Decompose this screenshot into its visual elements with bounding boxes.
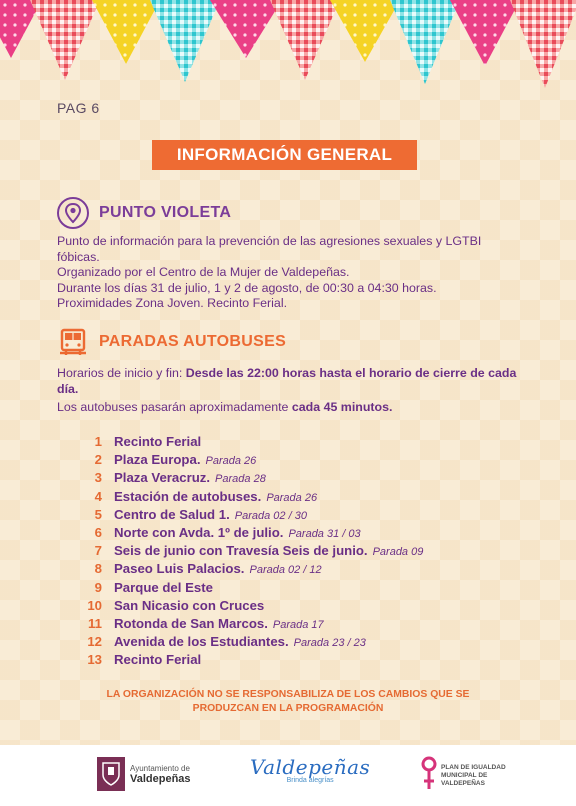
- punto-violeta-line: Organizado por el Centro de la Mujer de Valdepeñas.: [57, 265, 350, 279]
- stop-item: [80, 470, 423, 488]
- stop-parada-code: Parada 17: [272, 618, 324, 631]
- stop-item: [80, 543, 423, 561]
- stop-name: Norte con Avda. 1º de julio.: [114, 524, 284, 540]
- stop-number: 13: [87, 652, 102, 668]
- stop-name: San Nicasio con Cruces: [114, 597, 265, 613]
- stop-item: [80, 489, 423, 507]
- disclaimer: [40, 688, 536, 716]
- stop-name: Plaza Europa.: [114, 452, 201, 468]
- stop-name: Recinto Ferial: [114, 434, 202, 449]
- stop-name: Recinto Ferial: [114, 652, 202, 668]
- punto-violeta-text: [57, 234, 527, 312]
- stop-name: Plaza Veracruz.: [114, 470, 211, 486]
- punto-violeta-line: Punto de información para la prevención de las agresiones sexuales y LGTBI fóbicas.: [57, 234, 482, 264]
- punto-violeta-title: PUNTO VIOLETA: [99, 204, 232, 221]
- punto-violeta-line: Durante los días 31 de julio, 1 y 2 de agosto, de 00:30 a 04:30 horas.: [57, 280, 437, 295]
- ayuntamiento-big-text: Valdepeñas: [130, 773, 191, 785]
- stop-parada-code: Parada 09: [372, 546, 424, 559]
- stop-name: Paseo Luis Palacios.: [114, 561, 245, 577]
- stop-parada-code: Parada 26: [266, 491, 318, 504]
- ayuntamiento-small-text: Ayuntamiento de: [130, 764, 190, 773]
- footer: [0, 745, 576, 806]
- stop-name: Parque del Este: [114, 579, 213, 595]
- stop-name: Estación de autobuses.: [114, 488, 262, 504]
- bunting-decoration: [0, 0, 576, 100]
- stop-item: [80, 507, 423, 525]
- stop-item: [80, 452, 423, 470]
- valdepenas-brand-text: Valdepeñas: [250, 755, 371, 779]
- location-pin-icon: [57, 197, 89, 229]
- stop-name: Rotonda de San Marcos.: [114, 615, 268, 631]
- disclaimer-line: LA ORGANIZACIÓN NO SE RESPONSABILIZA DE LOS CAMBIOS QUE SE: [106, 689, 470, 700]
- stop-item: [80, 598, 423, 616]
- stop-number: 10: [87, 597, 102, 613]
- punto-violeta-line: Proximidades Zona Joven. Recinto Ferial.: [57, 296, 288, 310]
- stop-item: [80, 652, 423, 670]
- stop-number: 12: [87, 634, 102, 650]
- punto-violeta-heading: [57, 197, 231, 229]
- stop-number: 9: [94, 579, 102, 595]
- coat-of-arms-icon: [97, 757, 125, 791]
- stop-number: 4: [94, 488, 102, 504]
- stop-number: 7: [94, 543, 102, 559]
- stop-number: 1: [94, 434, 102, 449]
- page-title: INFORMACIÓN GENERAL: [152, 140, 417, 170]
- stop-number: 11: [88, 615, 102, 631]
- ayuntamiento-logo: [97, 757, 191, 791]
- page-number: PAG 6: [57, 100, 100, 116]
- frecuencia-line: [57, 400, 527, 416]
- horario-bold: Desde las 22:00 horas hasta el horario de cierre de cada día.: [57, 366, 517, 396]
- stop-parada-code: Parada 02 / 12: [249, 564, 322, 577]
- stop-parada-code: Parada 02 / 30: [234, 509, 307, 522]
- paradas-text: [57, 366, 527, 416]
- frecuencia-bold: cada 45 minutos.: [291, 400, 393, 414]
- stop-item: [80, 616, 423, 634]
- stop-number: 5: [94, 506, 102, 522]
- plan-igualdad-text: PLAN DE IGUALDAD MUNICIPAL DE VALDEPEÑAS: [441, 763, 506, 787]
- horario-line: [57, 366, 527, 397]
- valdepenas-slogan: Brinda alegrías: [286, 777, 334, 784]
- horario-prefix: Horarios de inicio y fin:: [57, 366, 186, 380]
- valdepenas-brand-logo: [250, 755, 370, 784]
- stop-number: 8: [94, 561, 102, 577]
- paradas-title: PARADAS AUTOBUSES: [99, 333, 287, 350]
- stop-name: Seis de junio con Travesía Seis de junio.: [114, 543, 368, 559]
- paradas-heading: [57, 326, 286, 358]
- stop-number: 6: [94, 524, 102, 540]
- frecuencia-prefix: Los autobuses pasarán aproximadamente: [57, 400, 292, 414]
- stop-name: Centro de Salud 1.: [114, 506, 230, 522]
- stop-parada-code: Parada 23 / 23: [293, 637, 366, 650]
- plan-igualdad-logo: [420, 753, 511, 798]
- stops-list: [80, 434, 423, 670]
- stop-item: [80, 434, 423, 452]
- stop-parada-code: Parada 31 / 03: [288, 527, 361, 540]
- stop-item: [80, 525, 423, 543]
- stop-name: Avenida de los Estudiantes.: [114, 634, 289, 650]
- stop-item: [80, 580, 423, 598]
- disclaimer-line: PRODUZCAN EN LA PROGRAMACIÓN: [192, 703, 384, 714]
- stop-number: 2: [94, 452, 102, 468]
- stop-parada-code: Parada 26: [205, 455, 257, 468]
- bus-icon: [57, 326, 89, 358]
- stop-number: 3: [94, 470, 102, 486]
- stop-item: [80, 561, 423, 579]
- stop-item: [80, 634, 423, 652]
- equality-symbol-icon: [420, 753, 438, 798]
- stop-parada-code: Parada 28: [215, 473, 266, 486]
